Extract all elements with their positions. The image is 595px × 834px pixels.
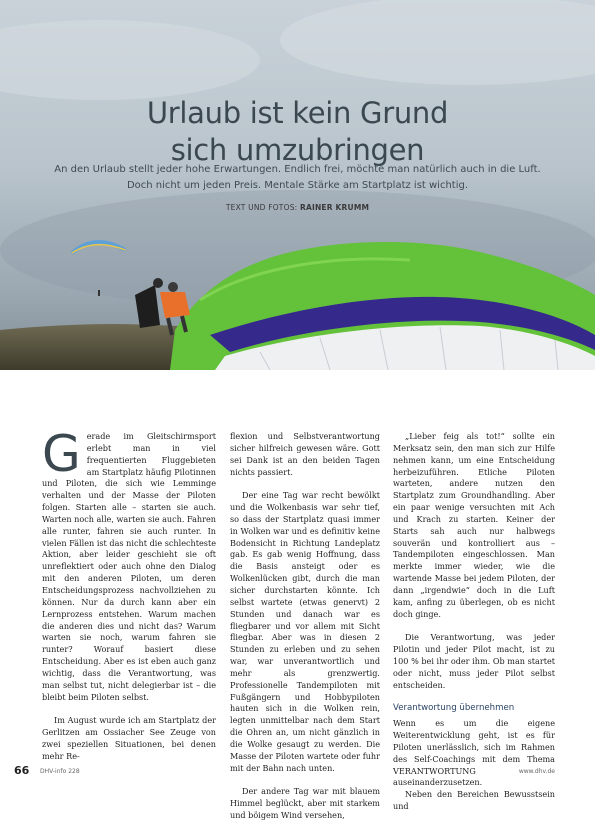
paragraph: Die Verantwortung, was jeder Pilotin und jeder Pilot macht, ist zu 100 % bei ihr oder ihm. Ob man startet oder nicht, muss jeder Pilot selbst entscheiden. bbox=[393, 632, 555, 690]
paragraph: Im August wurde ich am Startplatz der Gerlitzen am Ossiacher See Zeuge von zwei speziellen Situationen, bei denen mehr Re- bbox=[42, 715, 216, 761]
title-line-1: Urlaub ist kein Grund bbox=[146, 96, 449, 131]
page-number: 66 bbox=[14, 764, 30, 777]
paragraph: Der andere Tag war mit blauem Himmel beglückt, aber mit starkem und böigem Wind versehen, bbox=[230, 786, 380, 820]
paragraph: Wenn es um die eigene Weiterentwicklung geht, ist es für Piloten unerlässlich, sich im Rahmen des Self-Coachings mit dem Thema VERANTWORTUNG auseinanderzusetzen. bbox=[393, 718, 555, 788]
body-column-2 bbox=[230, 431, 380, 834]
drop-cap: G bbox=[42, 425, 81, 483]
photo-credit bbox=[0, 203, 595, 212]
paragraph: flexion und Selbstverantwortung sicher hilfreich gewesen wäre. Gott sei Dank ist an den beiden Tagen nichts passiert. bbox=[230, 431, 380, 477]
paragraph: erade im Gleitschirmsport erlebt man in viel frequentierten Fluggebieten am Startplatz häufig Pilotinnen und Piloten, die sich wie Lemminge verhalten und der Masse der Piloten folgen. Starten alle – starten sie auch. Warten noch alle, warten sie auch. Fahren alle runter, fahren sie auch runter. In vielen Fällen ist das nicht die schlechteste Aktion, aber leider geschieht sie oft unreflektiert oder auch ohne den Dialog mit den anderen Piloten, um deren Entscheidungsprozess nachvollziehen zu können. Nur da durch kann aber ein Lernprozess entstehen. Warum machen die anderen dies und nicht das? Warum warten sie noch, warum fahren sie runter? Worauf basiert diese Entscheidung. Aber es ist eben auch ganz wichtig, dass die Verantwortung, was man selbst tut, nicht delegierbar ist – die bleibt beim Piloten selbst. bbox=[42, 431, 216, 702]
website-url: www.dhv.de bbox=[518, 768, 555, 775]
body-column-1 bbox=[42, 425, 216, 774]
paragraph: „Lieber feig als tot!“ sollte ein Merksatz sein, den man sich zur Hilfe nehmen kann, um eine Entscheidung herbeizuführen. Etliche Piloten warteten, andere nutzen den Startplatz zum Groundhandling. Aber ein paar wenige versuchten mit Ach und Krach zu starten. Keiner der Starts sah auch nur halbwegs souverän und kontrolliert aus – Tandempiloten eingeschlossen. Man merkte immer wieder, wie die wartende Masse bei jedem Piloten, der dann „irgendwie“ doch in die Luft kam, anfing zu überlegen, ob es nicht doch ginge. bbox=[393, 431, 555, 619]
article-title bbox=[0, 95, 595, 169]
title-line-2: sich umzubringen bbox=[170, 133, 425, 168]
magazine-issue: DHV-info 228 bbox=[40, 768, 80, 775]
section-subhead: Verantwortung übernehmen bbox=[393, 703, 515, 714]
article-lead: An den Urlaub stellt jeder hohe Erwartungen. Endlich frei, möchte man natürlich auch in die Luft. Doch nicht um jeden Preis. Mentale Stärke am Startplatz ist wichtig. bbox=[54, 164, 541, 191]
body-column-3 bbox=[393, 431, 555, 825]
credit-label: TEXT UND FOTOS: bbox=[225, 203, 298, 212]
credit-author: RAINER KRUMM bbox=[299, 203, 370, 212]
paragraph: Der eine Tag war recht bewölkt und die Wolkenbasis war sehr tief, so dass der Startplatz quasi immer in Wolken war und es definitiv keine Bodensicht in Richtung Landeplatz gab. Es gab wenig Hoffnung, dass die Basis ansteigt oder es Wolkenlücken gibt, durch die man sicher durchstarten könnte. Ich selbst wartete (etwas genervt) 2 Stunden und danach war es fliegbarer und vor allem mit Sicht fliegbar. Aber was in diesen 2 Stunden zu erleben und zu sehen war, war unverantwortlich und mehr als grenzwertig. Professionelle Tandempiloten mit Fußgängern und Hobbypiloten hauten sich in die Wolken rein, legten unmittelbar nach dem Start die Ohren an, um nicht gänzlich in die Wolke gesaugt zu werden. Die Masse der Piloten wartete oder fuhr mit der Bahn nach unten. bbox=[230, 490, 380, 773]
paragraph: Neben den Bereichen Bewusstsein und bbox=[393, 789, 555, 812]
